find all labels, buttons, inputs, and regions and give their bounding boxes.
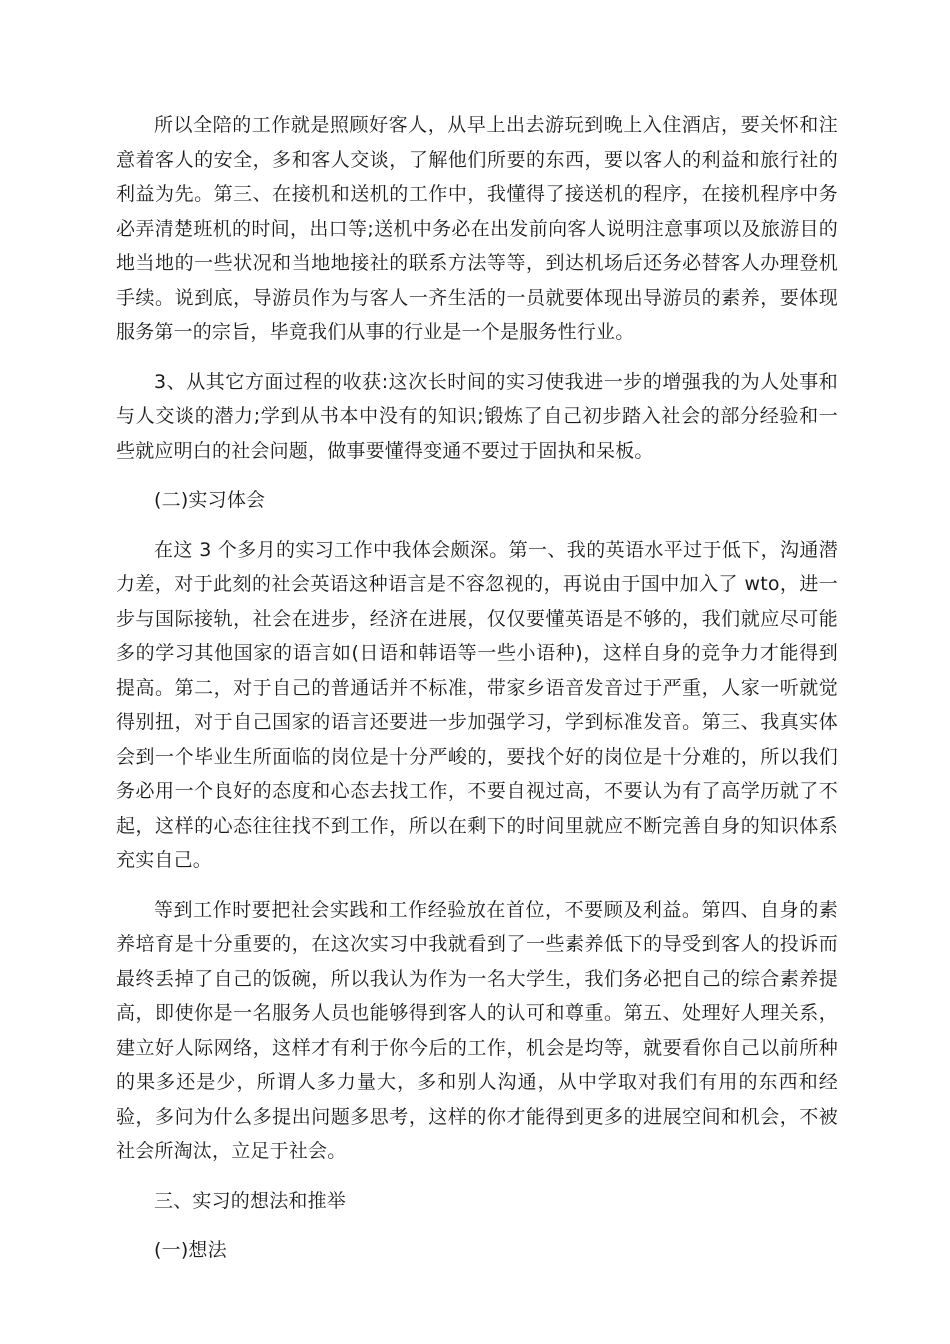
paragraph-experience-part-2: 等到工作时要把社会实践和工作经验放在首位，不要顾及利益。第四、自身的素养培育是十分重要的，在这次实习中我就看到了一些素养低下的导受到客人的投诉而最终丢掉了自己的饭碗，所以我认为作为一名大学生，我们务必把自己的综合素养提高，即使你是一名服务人员也能够得到客人的认可和尊重。第五、处理好人理关系，建立好人际网络，这样才有利于你今后的工作，机会是均等，就要看你自己以前所种的果多还是少，所谓人多力量大，多和别人沟通，从中学取对我们有用的东西和经验，多问为什么多提出问题多思考，这样的你才能得到更多的进展空间和机会，不被社会所淘汰，立足于社会。 bbox=[116, 898, 838, 1162]
paragraph-other-gains: 3、从其它方面过程的收获:这次长时间的实习使我进一步的增强我的为人处事和与人交谈的潜力;学到从书本中没有的知识;锻炼了自己初步踏入社会的部分经验和一些就应明白的社会问题，做事要懂得变通不要过于固执和呆板。 bbox=[116, 370, 838, 462]
paragraph-experience-part-1: 在这 3 个多月的实习工作中我体会颇深。第一、我的英语水平过于低下，沟通潜力差，对于此刻的社会英语这种语言是不容忽视的，再说由于国中加入了 wto，进一步与国际接轨，社会在进步，经济在进展，仅仅要懂英语是不够的，我们就应尽可能多的学习其他国家的语言如(日语和韩语等一些小语种)，这样自身的竞争力才能得到提高。第二，对于自己的普通话并不标准，带家乡语音发音过于严重，人家一听就觉得别扭，对于自己国家的语言还要进一步加强学习，学到标准发音。第三、我真实体会到一个毕业生所面临的岗位是十分严峻的，要找个好的岗位是十分难的，所以我们务必用一个良好的态度和心态去找工作，不要自视过高，不要认为有了高学历就了不起，这样的心态往往找不到工作，所以在剩下的时间里就应不断完善自身的知识体系充实自己。 bbox=[116, 538, 838, 871]
section-heading-internship-experience: (二)实习体会 bbox=[154, 489, 266, 511]
paragraph-escort-duties: 所以全陪的工作就是照顾好客人，从早上出去游玩到晚上入住酒店，要关怀和注意着客人的安全，多和客人交谈，了解他们所要的东西，要以客人的利益和旅行社的利益为先。第三、在接机和送机的工作中，我懂得了接送机的程序，在接机程序中务必弄清楚班机的时间，出口等;送机中务必在出发前向客人说明注意事项以及旅游目的地当地的一些状况和当地地接社的联系方法等等，到达机场后还务必替客人办理登机手续。说到底，导游员作为与客人一齐生活的一员就要体现出导游员的素养，要体现服务第一的宗旨，毕竟我们从事的行业是一个是服务性行业。 bbox=[116, 114, 838, 343]
section-heading-thoughts-and-suggestions: 三、实习的想法和推举 bbox=[154, 1189, 347, 1212]
subsection-heading-thoughts: (一)想法 bbox=[154, 1239, 227, 1261]
document-body bbox=[116, 108, 838, 1283]
